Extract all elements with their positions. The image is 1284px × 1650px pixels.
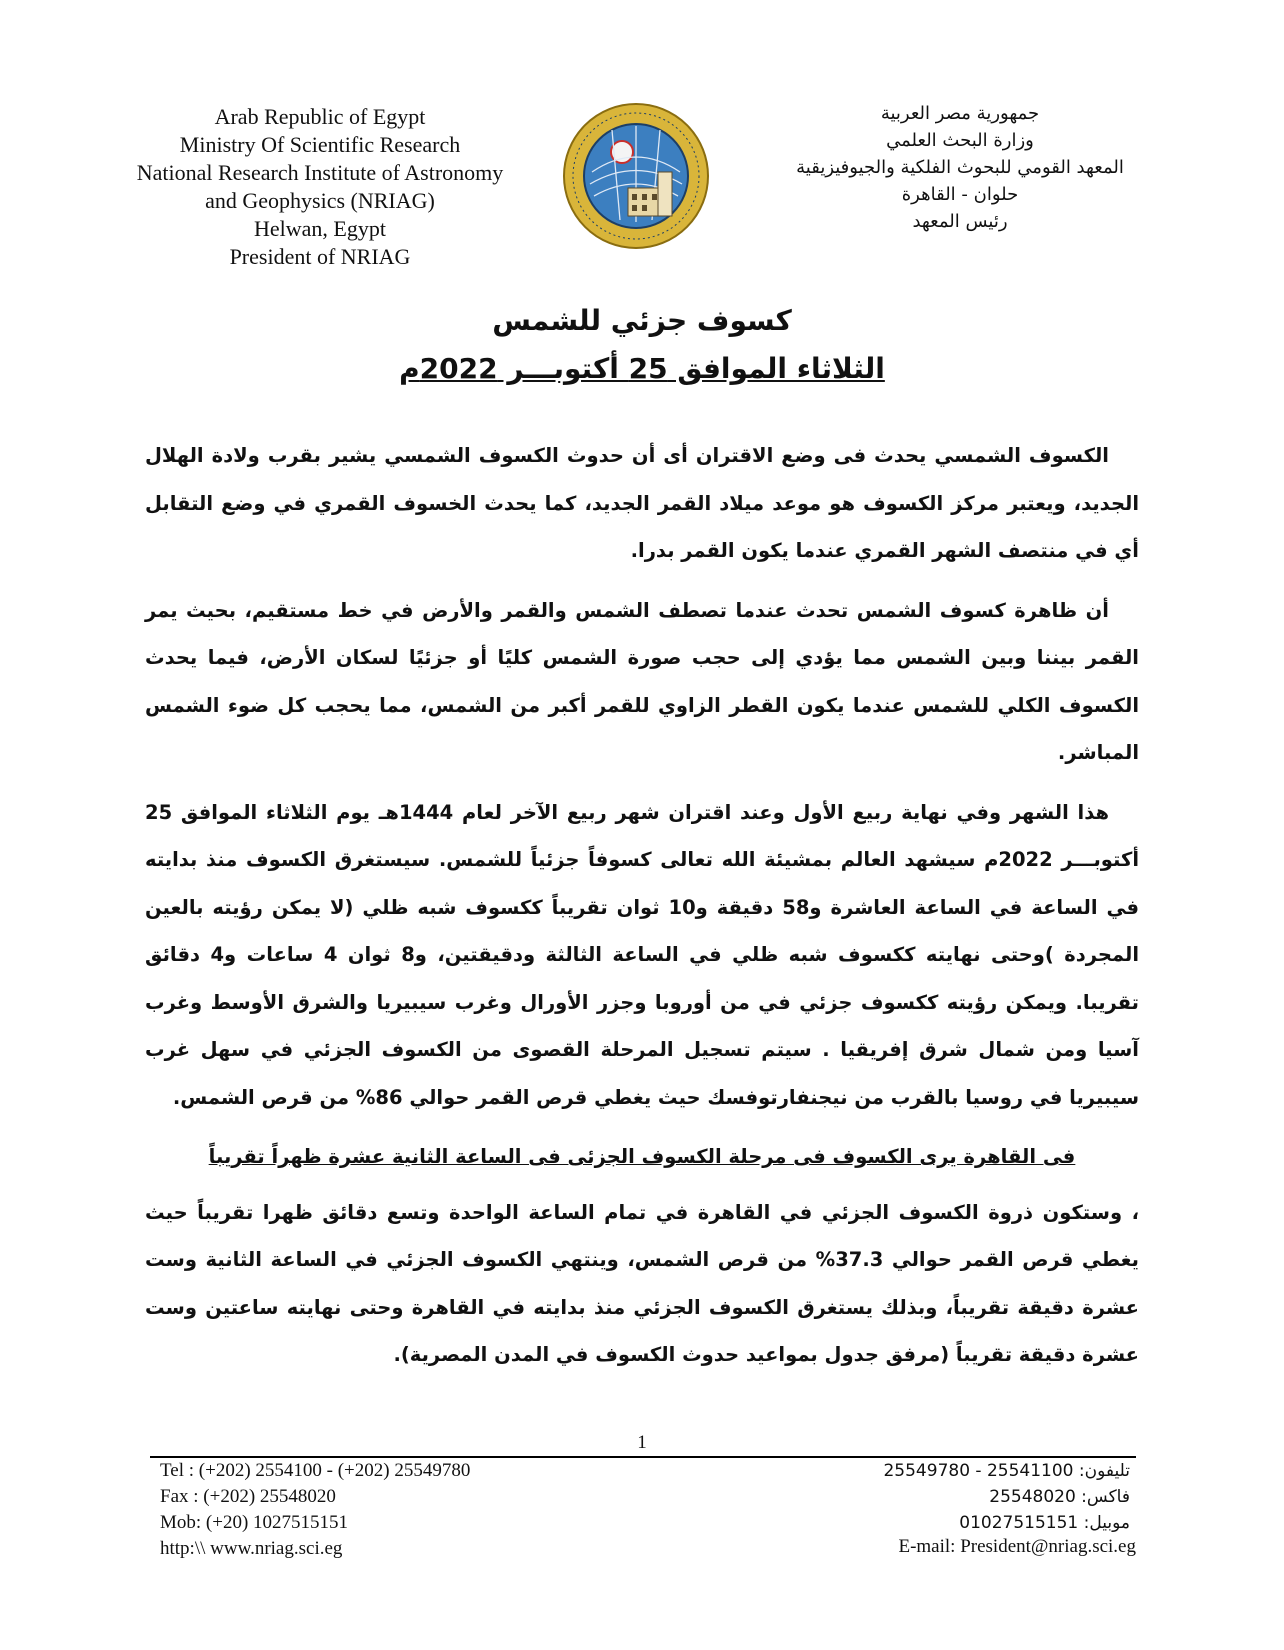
footer-website-link[interactable]: http:\\ www.nriag.sci.eg bbox=[160, 1538, 343, 1559]
header-ar-line: جمهورية مصر العربية bbox=[880, 103, 1040, 124]
header-en-line: and Geophysics (NRIAG) bbox=[205, 188, 435, 213]
document-body bbox=[145, 432, 1139, 1391]
header-en-line: National Research Institute of Astronomy bbox=[136, 160, 504, 185]
footer-fax: Fax : (+202) 25548020 bbox=[160, 1486, 336, 1507]
document-subtitle-text: الثلاثاء الموافق 25 أكتوبـــر 2022م bbox=[399, 352, 885, 385]
header-ar-line: حلوان - القاهرة bbox=[901, 184, 1019, 205]
header-ar-line: رئيس المعهد bbox=[912, 211, 1008, 232]
nriag-logo bbox=[562, 102, 710, 250]
footer-email-link[interactable]: E-mail: President@nriag.sci.eg bbox=[898, 1536, 1136, 1557]
footer-tel: Tel : (+202) 2554100 - (+202) 25549780 bbox=[160, 1460, 471, 1481]
paragraph-3: هذا الشهر وفي نهاية ربيع الأول وعند اقتران شهر ربيع الآخر لعام 1444هـ يوم الثلاثاء الموافق 25 أكتوبـــر 2022م سيشهد العالم بمشيئة الله تعالى كسوفاً جزئياً للشمس. سيستغرق الكسوف منذ بدايته في الساعة في الساعة العاشرة و58 دقيقة و10 ثوان تقريباً ككسوف شبه ظلي (لا يمكن رؤيته بالعين المجردة )وحتى نهايته ككسوف شبه ظلي في الساعة الثالثة ودقيقتين، و8 ثوان 4 ساعات و4 دقائق تقريبا. ويمكن رؤيته ككسوف جزئي في من أوروبا وجزر الأورال وغرب سيبيريا والشرق الأوسط وغرب آسيا ومن شمال شرق إفريقيا . سيتم تسجيل المرحلة القصوى من الكسوف الجزئي في سهل غرب سيبيريا في روسيا بالقرب من نيجنفارتوفسك حيث يغطي قرص القمر حوالي 86% من قرص الشمس. bbox=[145, 800, 1140, 1109]
footer-mob: Mob: (+20) 1027515151 bbox=[160, 1512, 349, 1533]
document-subtitle-date bbox=[0, 352, 1284, 385]
paragraph-cairo: ، وستكون ذروة الكسوف الجزئي في القاهرة في تمام الساعة الواحدة وتسع دقائق ظهرا تقريباً حيث يغطي قرص القمر حوالي 37.3% من قرص الشمس، وينتهي الكسوف الجزئي في الساعة الثانية وست عشرة دقيقة تقريباً، وبذلك يستغرق الكسوف الجزئي منذ بدايته في القاهرة وحتى نهايته ساعتين وست عشرة دقيقة تقريباً (مرفق جدول بمواعيد حدوث الكسوف في المدن المصرية). bbox=[145, 1200, 1139, 1366]
header-arabic bbox=[770, 100, 1150, 235]
document-title: كسوف جزئي للشمس bbox=[492, 304, 792, 337]
header-en-line: Ministry Of Scientific Research bbox=[179, 132, 461, 157]
footer-ar-fax: فاكس: 25548020 bbox=[989, 1487, 1130, 1507]
footer-contact-arabic bbox=[760, 1458, 1130, 1536]
footer-contact-english bbox=[160, 1458, 630, 1562]
cairo-heading: فى القاهرة يرى الكسوف فى مرحلة الكسوف الجزئى فى الساعة الثانية عشرة ظهراً تقريباً bbox=[208, 1145, 1076, 1168]
header-en-line: Helwan, Egypt bbox=[254, 216, 386, 241]
paragraph-1: الكسوف الشمسي يحدث فى وضع الاقتران أى أن حدوث الكسوف الشمسي يشير بقرب ولادة الهلال الجديد، ويعتبر مركز الكسوف هو موعد ميلاد القمر الجديد، كما يحدث الخسوف القمري في وضع التقابل أي في منتصف الشهر القمري عندما يكون القمر بدرا. bbox=[145, 444, 1139, 562]
page-number: 1 bbox=[637, 1432, 647, 1453]
header-en-line: President of NRIAG bbox=[229, 244, 411, 269]
nriag-seal-logo-icon bbox=[562, 102, 710, 250]
header-ar-line: وزارة البحث العلمي bbox=[886, 130, 1034, 151]
header-en-line: Arab Republic of Egypt bbox=[214, 104, 426, 129]
footer-ar-mob: موبيل: 01027515151 bbox=[959, 1513, 1130, 1533]
header-ar-line: المعهد القومي للبحوث الفلكية والجيوفيزيقية bbox=[796, 157, 1124, 178]
footer-ar-tel: تليفون: 25541100 - 25549780 bbox=[883, 1461, 1130, 1481]
header-english bbox=[100, 103, 540, 271]
paragraph-2: أن ظاهرة كسوف الشمس تحدث عندما تصطف الشمس والقمر والأرض في خط مستقيم، بحيث يمر القمر بيننا وبين الشمس مما يؤدي إلى حجب صورة الشمس كليًا أو جزئيًا لسكان الأرض، فيما يحدث الكسوف الكلي للشمس عندما يكون القطر الزاوي للقمر أكبر من الشمس، مما يحجب كل ضوء الشمس المباشر. bbox=[145, 598, 1139, 764]
